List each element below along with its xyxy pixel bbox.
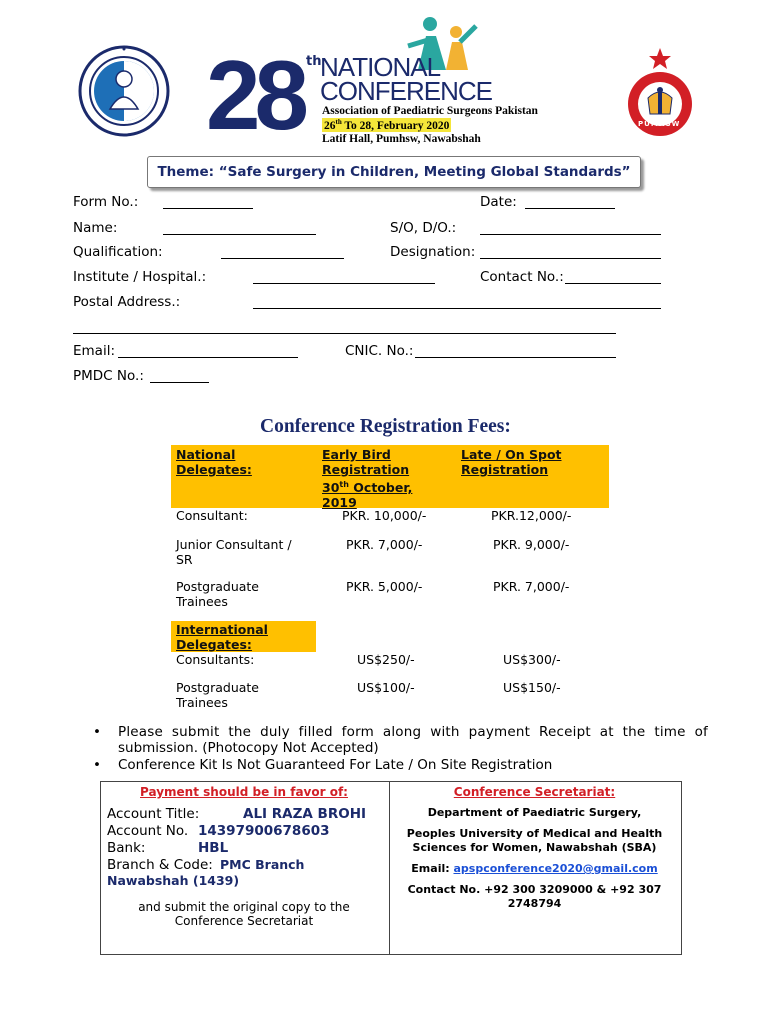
national-word: NATIONAL bbox=[320, 52, 441, 82]
postal-address-field-line2[interactable] bbox=[73, 333, 616, 334]
fee-intl-postgraduate-early: US$100/- bbox=[357, 680, 415, 695]
secretariat-email-link[interactable]: apspconference2020@gmail.com bbox=[453, 862, 658, 875]
account-no-label: Account No. bbox=[107, 823, 189, 839]
secretariat-email-label: Email: bbox=[411, 862, 450, 875]
postal-address-label: Postal Address.: bbox=[73, 294, 181, 310]
association-name: Association of Paediatric Surgeons Pakistan bbox=[322, 105, 538, 117]
fee-intl-consultants-late: US$300/- bbox=[503, 652, 561, 667]
university-emblem-text: PUMHSW bbox=[638, 120, 681, 128]
institute-field[interactable] bbox=[253, 283, 435, 284]
cnic-label: CNIC. No.: bbox=[345, 343, 414, 359]
date-field[interactable] bbox=[525, 208, 615, 209]
edition-suffix: th bbox=[306, 54, 322, 69]
row-label-intl-postgraduate: Postgraduate Trainees bbox=[176, 680, 259, 710]
secretariat-contact: Contact No. +92 300 3209000 & +92 307 2748794 bbox=[407, 883, 662, 910]
row-label-junior-consultant: Junior Consultant / SR bbox=[176, 537, 292, 567]
contact-label: Contact No.: bbox=[480, 269, 564, 285]
row-label-intl-consultants: Consultants: bbox=[176, 652, 255, 667]
so-do-label: S/O, D/O.: bbox=[390, 220, 457, 236]
conference-venue: Latif Hall, Pumhsw, Nawabshah bbox=[322, 133, 481, 145]
fee-intl-consultants-early: US$250/- bbox=[357, 652, 415, 667]
form-no-label: Form No.: bbox=[73, 194, 139, 210]
bank-label: Bank: bbox=[107, 840, 146, 856]
payment-note: and submit the original copy to the Conference Secretariat bbox=[138, 900, 350, 928]
row-label-consultant: Consultant: bbox=[176, 508, 248, 523]
date-label: Date: bbox=[480, 194, 517, 210]
fee-postgraduate-late: PKR. 7,000/- bbox=[493, 579, 570, 594]
so-do-field[interactable] bbox=[480, 234, 661, 235]
form-no-field[interactable] bbox=[163, 208, 253, 209]
fee-consultant-late: PKR.12,000/- bbox=[491, 508, 572, 523]
col-header-late: Late / On Spot Registration bbox=[461, 447, 562, 477]
theme-text: Theme: “Safe Surgery in Children, Meeting Global Standards” bbox=[157, 164, 631, 180]
row-label-postgraduate: Postgraduate Trainees bbox=[176, 579, 259, 609]
name-label: Name: bbox=[73, 220, 118, 236]
email-field[interactable] bbox=[118, 357, 298, 358]
qualification-field[interactable] bbox=[221, 258, 344, 259]
bullet-icon: • bbox=[93, 757, 101, 773]
designation-label: Designation: bbox=[390, 244, 476, 260]
col-header-international: International Delegates: bbox=[176, 622, 268, 652]
edition-number: 28 bbox=[206, 40, 304, 150]
branch-value: PMC Branch bbox=[220, 857, 305, 872]
branch-value-line2: Nawabshah (1439) bbox=[107, 873, 240, 888]
account-title-value: ALI RAZA BROHI bbox=[243, 806, 367, 822]
secretariat-dept: Department of Paediatric Surgery, bbox=[427, 806, 642, 819]
name-field[interactable] bbox=[163, 234, 316, 235]
account-title-label: Account Title: bbox=[107, 806, 200, 822]
designation-field[interactable] bbox=[480, 258, 661, 259]
theme-box bbox=[147, 156, 641, 188]
col-header-national: National Delegates: bbox=[176, 447, 252, 477]
secretariat-heading: Conference Secretariat: bbox=[453, 785, 616, 799]
fee-junior-early: PKR. 7,000/- bbox=[346, 537, 423, 552]
fees-title: Conference Registration Fees: bbox=[260, 416, 511, 437]
pmdc-label: PMDC No.: bbox=[73, 368, 144, 384]
note-submit-form: Please submit the duly filled form along with payment Receipt at the time of submission. (Photocopy Not Accepted) bbox=[118, 724, 708, 756]
secretariat-email-row bbox=[389, 862, 680, 875]
pmdc-field[interactable] bbox=[150, 382, 209, 383]
contact-field[interactable] bbox=[565, 283, 661, 284]
col-header-early-bird: Early Bird Registration 30th October, 2019 bbox=[322, 447, 413, 511]
conference-dates: 26th To 28, February 2020 bbox=[324, 118, 450, 132]
payment-heading: Payment should be in favor of: bbox=[140, 785, 348, 799]
fee-postgraduate-early: PKR. 5,000/- bbox=[346, 579, 423, 594]
qualification-label: Qualification: bbox=[73, 244, 163, 260]
note-conference-kit: Conference Kit Is Not Guaranteed For Late / On Site Registration bbox=[118, 757, 553, 773]
institute-label: Institute / Hospital.: bbox=[73, 269, 207, 285]
fee-junior-late: PKR. 9,000/- bbox=[493, 537, 570, 552]
cnic-field[interactable] bbox=[415, 357, 616, 358]
account-no-value: 14397900678603 bbox=[198, 823, 330, 839]
conference-word: CONFERENCE bbox=[320, 76, 493, 106]
fee-intl-postgraduate-late: US$150/- bbox=[503, 680, 561, 695]
bank-value: HBL bbox=[198, 840, 229, 856]
secretariat-university: Peoples University of Medical and Health Sciences for Women, Nawabshah (SBA) bbox=[406, 827, 663, 854]
association-seal-logo bbox=[78, 45, 170, 137]
email-label: Email: bbox=[73, 343, 116, 359]
fee-consultant-early: PKR. 10,000/- bbox=[342, 508, 427, 523]
bullet-icon: • bbox=[93, 724, 101, 740]
branch-label: Branch & Code: bbox=[107, 857, 213, 873]
postal-address-field[interactable] bbox=[253, 308, 661, 309]
